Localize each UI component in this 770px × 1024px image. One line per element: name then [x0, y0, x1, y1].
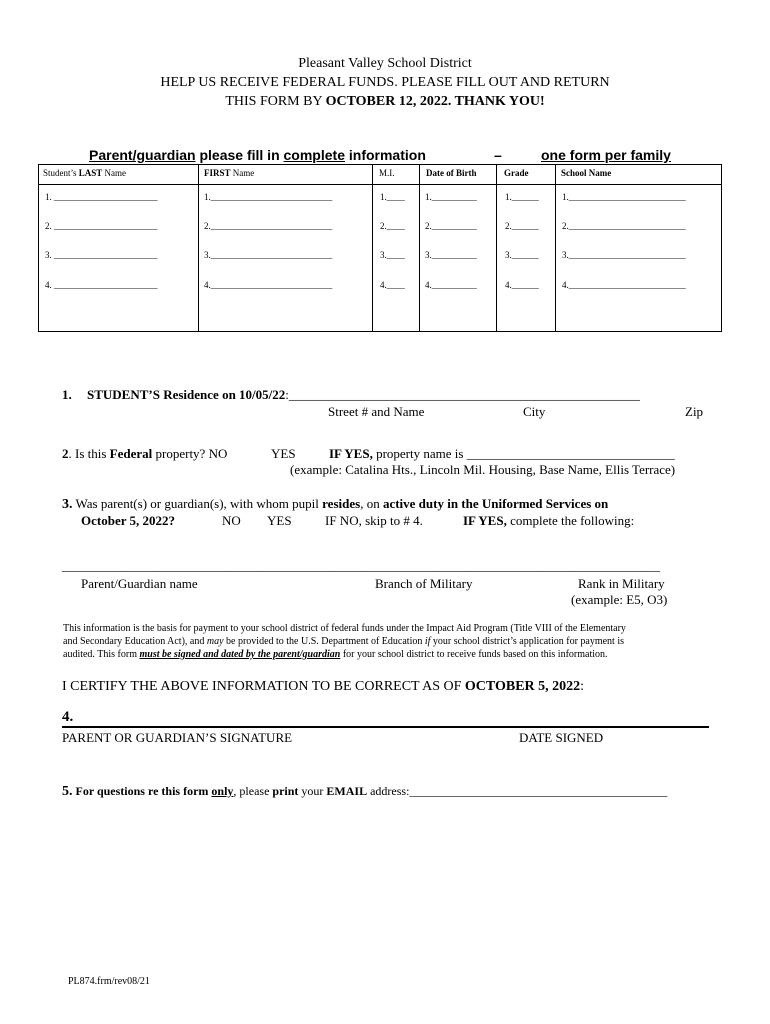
header-deadline: THIS FORM BY OCTOBER 12, 2022. THANK YOU! — [225, 94, 545, 109]
dob-field[interactable]: 2.__________ — [425, 221, 477, 231]
mi-field[interactable]: 2.____ — [380, 221, 405, 231]
grade-field[interactable]: 2.______ — [505, 221, 539, 231]
col-header-first-name: FIRST Name — [204, 168, 255, 178]
first-name-field[interactable]: 1.___________________________ — [204, 192, 333, 202]
school-name-field[interactable]: 1.__________________________ — [562, 192, 686, 202]
col-divider — [496, 165, 497, 331]
last-name-field[interactable]: 1. _______________________ — [45, 192, 158, 202]
q1-zip-label: Zip — [685, 404, 704, 419]
q1-residence[interactable]: STUDENT’S Residence on 10/05/22:______________________________________________________ — [87, 387, 640, 402]
certification-statement: I CERTIFY THE ABOVE INFORMATION TO BE CORRECT AS OF OCTOBER 5, 2022: — [62, 679, 585, 694]
dob-field[interactable]: 3.__________ — [425, 250, 477, 260]
col-header-mi: M.I. — [379, 168, 395, 178]
col-divider — [555, 165, 556, 331]
military-info-line[interactable]: ____________________________________________________________________________________________ — [62, 558, 660, 573]
rank-example: (example: E5, O3) — [571, 592, 668, 607]
email-question[interactable]: 5. For questions re this form only, please print your EMAIL address:___________________________________________ — [62, 784, 668, 799]
mi-field[interactable]: 3.____ — [380, 250, 405, 260]
info-line-2: and Secondary Education Act), and may be provided to the U.S. Department of Education if your school district’s application for payment is — [63, 636, 624, 647]
signature-label: PARENT OR GUARDIAN’S SIGNATURE — [62, 730, 293, 745]
q1-city-label: City — [523, 404, 546, 419]
date-signed-label: DATE SIGNED — [519, 730, 604, 745]
col-header-last-name: Student’s LAST Name — [43, 168, 127, 178]
branch-of-military-label: Branch of Military — [375, 576, 473, 591]
school-name-field[interactable]: 2.__________________________ — [562, 221, 686, 231]
signature-line[interactable] — [62, 726, 709, 728]
q2-property-name[interactable]: IF YES, property name is ________________________________ — [329, 446, 675, 461]
dob-field[interactable]: 1.__________ — [425, 192, 477, 202]
last-name-field[interactable]: 4. _______________________ — [45, 280, 158, 290]
rank-in-military-label: Rank in Military — [578, 576, 665, 591]
q4-number: 4. — [62, 709, 74, 725]
q3-date: October 5, 2022? — [81, 513, 175, 528]
subheader-dash: – — [494, 147, 502, 163]
info-line-3: audited. This form must be signed and dated by the parent/guardian for your school district to receive funds based on this information. — [63, 649, 608, 660]
last-name-field[interactable]: 2. _______________________ — [45, 221, 158, 231]
form-code: PL874.frm/rev08/21 — [68, 976, 150, 987]
student-table — [38, 164, 722, 332]
first-name-field[interactable]: 2.___________________________ — [204, 221, 333, 231]
parent-guardian-name-label: Parent/Guardian name — [81, 576, 198, 591]
col-header-grade: Grade — [504, 168, 529, 178]
table-header-divider — [39, 184, 721, 185]
dob-field[interactable]: 4.__________ — [425, 280, 477, 290]
last-name-field[interactable]: 3. _______________________ — [45, 250, 158, 260]
info-line-1: This information is the basis for payment to your school district of federal funds under the Impact Aid Program (Title VIII of the Elementary — [63, 623, 626, 634]
q3-question: 3. Was parent(s) or guardian(s), with whom pupil resides, on active duty in the Uniformed Services on — [62, 496, 609, 512]
school-name-field[interactable]: 4.__________________________ — [562, 280, 686, 290]
mi-field[interactable]: 4.____ — [380, 280, 405, 290]
col-divider — [198, 165, 199, 331]
q3-complete-note: IF YES, complete the following: — [463, 513, 635, 528]
q1-number: 1. — [62, 387, 72, 402]
col-header-school: School Name — [561, 168, 612, 178]
header-instruction: HELP US RECEIVE FEDERAL FUNDS. PLEASE FILL OUT AND RETURN — [160, 75, 610, 90]
col-divider — [372, 165, 373, 331]
district-name: Pleasant Valley School District — [298, 56, 472, 71]
school-name-field[interactable]: 3.__________________________ — [562, 250, 686, 260]
q2-question: 2. Is this Federal property? NO — [62, 446, 228, 461]
q3-skip-note: IF NO, skip to # 4. — [325, 513, 423, 528]
form-subheader: Parent/guardian please fill in complete information — [89, 147, 426, 163]
col-divider — [419, 165, 420, 331]
col-header-dob: Date of Birth — [426, 168, 477, 178]
q3-no-option[interactable]: NO — [222, 513, 241, 528]
grade-field[interactable]: 4.______ — [505, 280, 539, 290]
q2-example: (example: Catalina Hts., Lincoln Mil. Housing, Base Name, Ellis Terrace) — [290, 462, 676, 477]
grade-field[interactable]: 3.______ — [505, 250, 539, 260]
one-form-per-family: one form per family — [541, 147, 671, 163]
q2-yes-option[interactable]: YES — [271, 446, 296, 461]
q3-yes-option[interactable]: YES — [267, 513, 292, 528]
first-name-field[interactable]: 4.___________________________ — [204, 280, 333, 290]
grade-field[interactable]: 1.______ — [505, 192, 539, 202]
first-name-field[interactable]: 3.___________________________ — [204, 250, 333, 260]
mi-field[interactable]: 1.____ — [380, 192, 405, 202]
q1-street-label: Street # and Name — [328, 404, 425, 419]
